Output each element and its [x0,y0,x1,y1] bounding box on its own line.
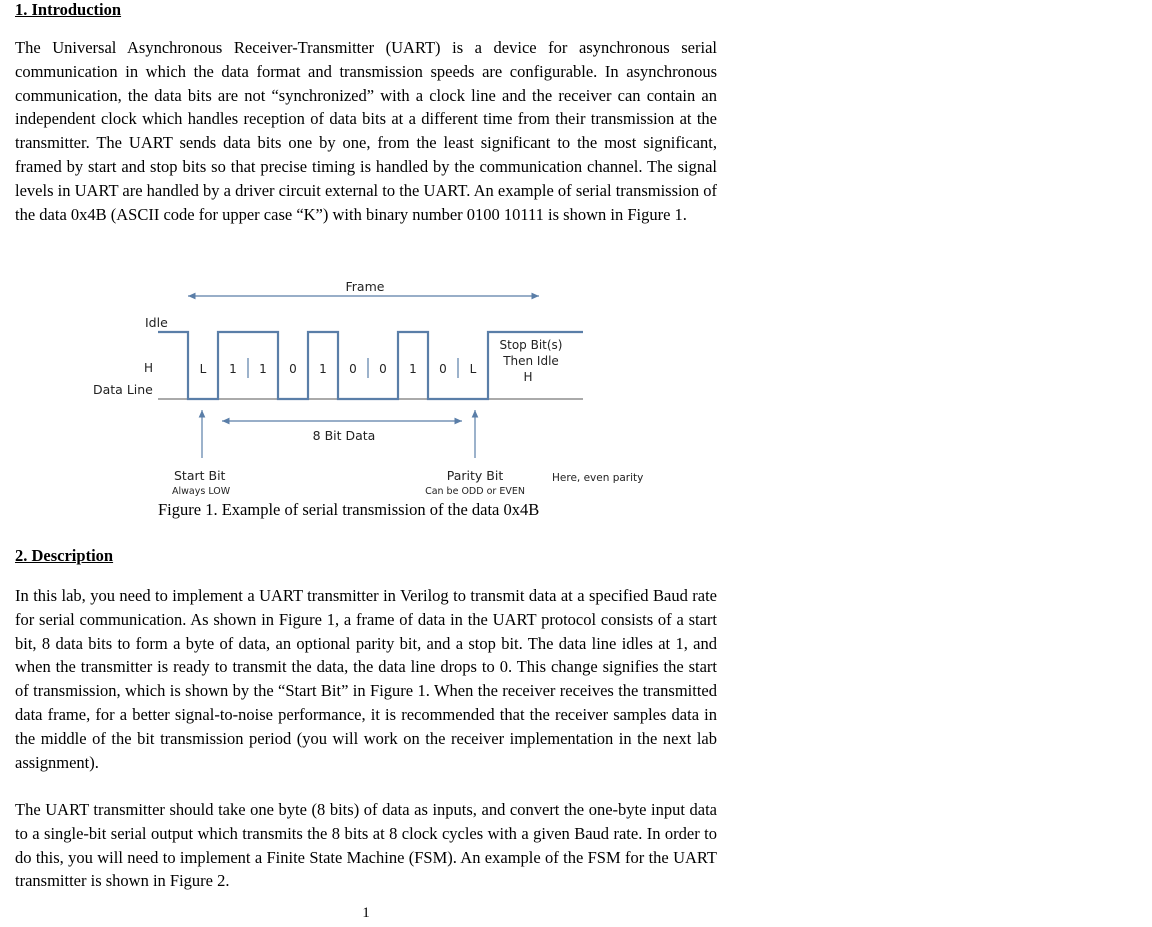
parity-bit-note: Can be ODD or EVEN [425,486,525,497]
page-number: 1 [362,905,370,921]
description-paragraph-2: The UART transmitter should take one byte (8 bits) of data as inputs, and convert the one-byte input data to a single-bit serial output which transmits the 8 bits at 8 clock cycles with a given Baud rate. In order to do this, you will need to implement a Finite State Machine (FSM). An example of the FSM for the UART transmitter is shown in Figure 2. [15,800,717,891]
bit-label: L [469,362,477,376]
data-bits-label: 8 Bit Data [312,428,376,443]
idle-label: Idle [145,315,168,330]
stop-high-label: H [523,370,533,384]
description-paragraph-1: In this lab, you need to implement a UART transmitter in Verilog to transmit data at a specified Baud rate for serial communication. As shown in Figure 1, a frame of data in the UART protocol consists of a start bit, 8 data bits to form a byte of data, an optional parity bit, and a stop bit. The data line idles at 1, and when the transmitter is ready to transmit the data, the data line drops to 0. This change signifies the start of transmission, which is shown by the “Start Bit” in Figure 1. When the receiver receives the transmitted data frame, for a better signal-to-noise performance, it is recommended that the receiver samples data in the middle of the bit transmission period (you will work on the receiver implementation in the next lab assignment). [15,586,717,772]
figure-1-caption: Figure 1. Example of serial transmission of the data 0x4B [158,500,540,519]
parity-bit-label: Parity Bit [446,468,504,483]
data-line-label: Data Line [93,382,153,397]
stop-bits-label: Stop Bit(s) [499,338,563,352]
bit-label: 0 [379,362,387,376]
section-2-heading: 2. Description [15,546,114,565]
bit-label: 0 [439,362,447,376]
section-1-heading: 1. Introduction [15,0,122,19]
high-level-label: H [144,361,154,375]
start-bit-label: Start Bit [174,468,226,483]
then-idle-label: Then Idle [503,354,559,368]
bit-label: 1 [229,362,237,376]
bit-label: L [199,362,207,376]
figure-1-diagram [0,270,700,500]
bit-label: 1 [409,362,417,376]
introduction-paragraph: The Universal Asynchronous Receiver-Transmitter (UART) is a device for asynchronous serial communication in which the data format and transmission speeds are configurable. In asynchronous communication, the data bits are not “synchronized” with a clock line and the receiver can contain an independent clock which handles reception of data bits at a different time from their transmission at the transmitter. The UART sends data bits one by one, from the least significant to the most significant, framed by start and stop bits so that precise timing is handled by the communication channel. The signal levels in UART are handled by a driver circuit external to the UART. An example of serial transmission of the data 0x4B (ASCII code for upper case “K”) with binary number 0100 10111 is shown in Figure 1. [15,38,717,224]
bit-label: 1 [259,362,267,376]
bit-label: 0 [349,362,357,376]
bit-label: 0 [289,362,297,376]
bit-label: 1 [319,362,327,376]
start-bit-note: Always LOW [172,486,231,497]
parity-here-note: Here, even parity [552,472,644,484]
frame-label: Frame [345,279,385,294]
